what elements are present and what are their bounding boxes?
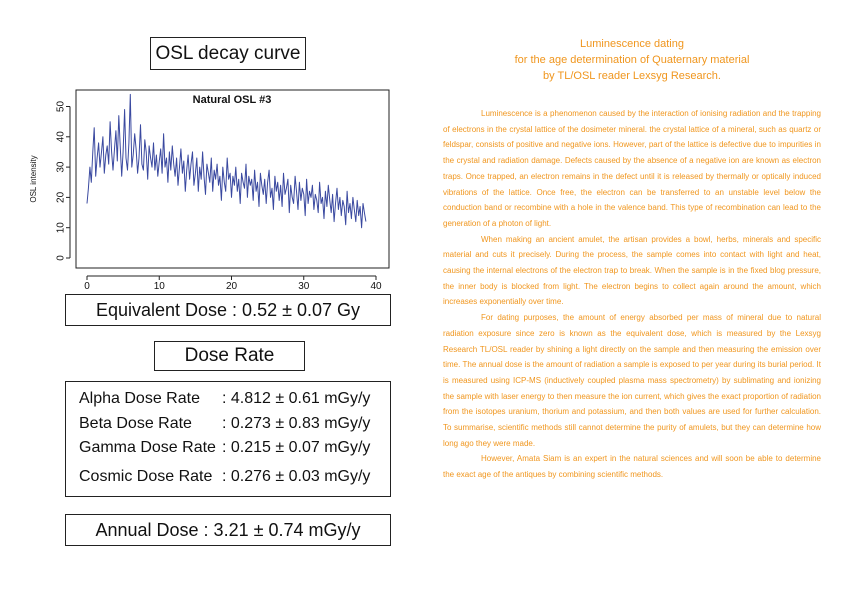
article-paragraph: Luminescence is a phenomenon caused by the interaction of ionising radiation and the trapping of electrons in the crystal lattice of the dosimeter mineral. the crystal lattice of a mineral, such as quartz or feldspar, consists of positive and negative ions. However, part of the lattice is defective due to impurities in the crystal and radiation damage. Defects caused by the absence of a negative ion are known as electron traps. Once trapped, an electron remains in the defect until it is released by thermally or optically induced vibrations of the lattice. Once free, the electron can be transferred to an unstable level below the conduction band or recombine with a hole in the valence band. This type of recombination can lead to the generation of a photon of light. [443,109,821,228]
y-tick-label: 30 [55,161,67,173]
rate-row-beta [79,415,370,433]
chart-box-title: OSL decay curve [150,37,306,70]
article-paragraph: However, Amata Siam is an expert in the natural sciences and will soon be able to determine the exact age of the antiques by combining scientific methods. [443,454,821,480]
y-tick-label: 40 [55,131,67,143]
heading-line: for the age determination of Quaternary material [514,54,750,66]
article [443,36,821,483]
y-tick-label: 0 [55,255,67,261]
x-tick-label: 40 [370,281,382,292]
rate-label: Beta Dose Rate [79,415,192,432]
rate-row-alpha [79,390,370,408]
article-paragraph: When making an ancient amulet, the artisan provides a bowl, herbs, minerals and specific material and cuts it precisely. During the process, the sample comes into contact with light and heat, causing the internal electrons of the electron trap to break. When the sample is in the fixed blog pressure, the inner body is blocked from light. The electron begins to collect again around the amount, which increases exponentially over time. [443,234,821,307]
rate-label: Gamma Dose Rate [79,439,216,456]
heading-line: Luminescence dating [580,38,684,50]
rate-value: : 0.215 ± 0.07 mGy/y [222,439,371,456]
rate-value: : 4.812 ± 0.61 mGy/y [222,390,371,407]
y-tick-label: 20 [55,191,67,203]
y-tick-label: 10 [55,222,67,234]
x-tick-label: 30 [298,281,310,292]
chart-title: Natural OSL #3 [192,94,272,106]
rate-row-gamma [79,439,370,457]
rate-value: : 0.273 ± 0.83 mGy/y [222,415,371,432]
rate-value: : 0.276 ± 0.03 mGy/y [222,468,371,485]
rate-label: Alpha Dose Rate [79,390,200,407]
y-axis-label: OSL intensity [29,155,38,203]
osl-series-line [87,94,366,227]
dose-rate-title: Dose Rate [154,341,305,371]
rate-row-cosmic [79,468,370,486]
article-heading [443,36,821,84]
x-tick-label: 0 [84,281,90,292]
rate-label: Cosmic Dose Rate [79,468,213,485]
y-tick-label: 50 [55,100,67,113]
equivalent-dose: Equivalent Dose : 0.52 ± 0.07 Gy [65,294,391,326]
annual-dose: Annual Dose : 3.21 ± 0.74 mGy/y [65,514,391,546]
x-tick-label: 10 [153,281,165,292]
dose-rate-table [65,381,391,497]
heading-line: by TL/OSL reader Lexsyg Research. [543,70,721,82]
x-tick-label: 20 [225,281,238,292]
article-paragraph: For dating purposes, the amount of energy absorbed per mass of mineral due to natural radiation exposure since zero is known as the equivalent dose, which is measured by the Lexsyg Research TL/OSL reader by shining a light directly on the sample and then measuring the emission over time. The annual dose is the amount of radiation a sample is exposed to per year during its burial period. It is measured using ICP-MS (inductively coupled plasma mass spectrometry) by sublimating and ionizing the sample with laser energy to then measure the ion current, which gives the exact proportion of radiation from the isotopes uranium, thorium and potassium, and then both values are used for further calculation. To summarise, scientific methods still cannot determine the purity of amulets, but they can determine how long ago they were made. [443,313,821,448]
